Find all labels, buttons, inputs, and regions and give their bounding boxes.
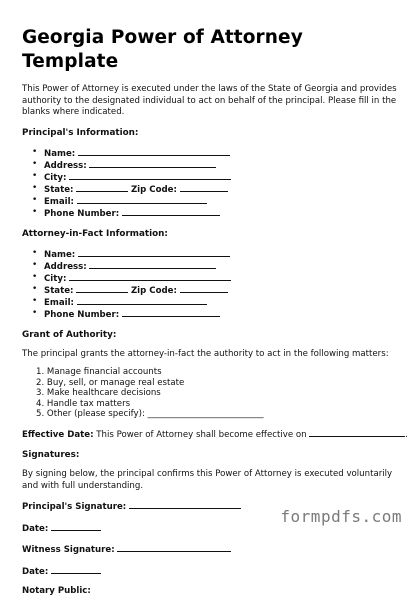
date-label-2: Date: [22,566,49,577]
principal-address-row [44,159,402,171]
attorney-phone-label: Phone Number: [44,309,120,320]
grant-matter-item: 5. Other (please specify): ___________________________ [36,409,264,420]
principal-name-field[interactable] [78,147,230,156]
grant-matter-item: 3. Make healthcare decisions [36,388,161,399]
principal-phone-row [44,207,402,219]
document-title: Georgia Power of Attorney Template [22,27,303,72]
attorney-state-field[interactable] [76,284,128,293]
principal-email-field[interactable] [77,195,207,204]
principal-city-row [44,171,402,183]
watermark-text: formpdfs.com [280,507,402,526]
principal-fields [22,147,402,219]
attorney-city-label: City: [44,273,67,284]
grant-heading: Grant of Authority: [22,329,117,340]
grant-matter-item: 1. Manage financial accounts [36,367,162,377]
principal-state-field[interactable] [76,183,128,192]
attorney-name-label: Name: [44,249,76,260]
grant-matter-item: 4. Handle tax matters [36,398,131,409]
principal-city-field[interactable] [69,171,231,180]
date-label-1: Date: [22,523,49,534]
effective-date-label: Effective Date: [22,429,94,440]
intro-paragraph: This Power of Attorney is executed under the laws of the State of Georgia and provides authority to the designated individual to act on behalf of the principal. Please fill in the blanks where indicated. [22,84,397,117]
attorney-city-row [44,272,402,284]
attorney-city-field[interactable] [69,272,231,281]
attorney-zip-field[interactable] [180,284,228,293]
principal-address-label: Address: [44,160,87,171]
grant-matters-list [22,367,402,420]
witness-signature-label: Witness Signature: [22,545,115,556]
principal-signature-field[interactable] [129,500,241,509]
attorney-address-field[interactable] [89,260,216,269]
principal-name-label: Name: [44,148,76,159]
attorney-heading: Attorney-in-Fact Information: [22,228,168,239]
principal-heading: Principal's Information: [22,127,139,138]
attorney-address-row [44,260,402,272]
date-row-2 [22,565,402,579]
principal-zip-field[interactable] [180,183,228,192]
date-field-1[interactable] [51,522,101,531]
signatures-text: By signing below, the principal confirms this Power of Attorney is executed voluntarily and with full understanding. [22,469,393,491]
attorney-phone-field[interactable] [122,308,220,317]
attorney-name-field[interactable] [78,248,230,257]
attorney-email-field[interactable] [77,296,207,305]
principal-name-row [44,147,402,159]
attorney-fields [22,248,402,320]
witness-signature-row [22,543,402,557]
grant-matter-item: 2. Buy, sell, or manage real estate [36,377,185,388]
attorney-phone-row [44,308,402,320]
attorney-address-label: Address: [44,261,87,272]
notary-row [22,586,402,598]
grant-text: The principal grants the attorney-in-fact the authority to act in the following matters: [22,348,389,359]
attorney-zip-label: Zip Code: [130,285,177,296]
principal-signature-label: Principal's Signature: [22,502,127,513]
attorney-name-row [44,248,402,260]
attorney-email-row [44,296,402,308]
principal-state-row [44,183,402,195]
effective-date-row: Effective Date: This Power of Attorney shall become effective on . [22,429,409,440]
attorney-email-label: Email: [44,297,74,308]
principal-zip-label: Zip Code: [130,184,177,195]
witness-signature-field[interactable] [117,543,231,552]
principal-city-label: City: [44,172,67,183]
principal-email-label: Email: [44,196,74,207]
attorney-state-label: State: [44,285,74,296]
principal-address-field[interactable] [89,159,216,168]
principal-phone-field[interactable] [122,207,220,216]
date-field-2[interactable] [51,565,101,574]
principal-state-label: State: [44,184,74,195]
signatures-heading: Signatures: [22,450,80,461]
principal-phone-label: Phone Number: [44,208,120,219]
effective-date-text: This Power of Attorney shall become effective on [96,429,307,440]
principal-email-row [44,195,402,207]
attorney-state-row [44,284,402,296]
effective-date-field[interactable] [309,428,405,437]
notary-label: Notary Public: [22,586,91,597]
